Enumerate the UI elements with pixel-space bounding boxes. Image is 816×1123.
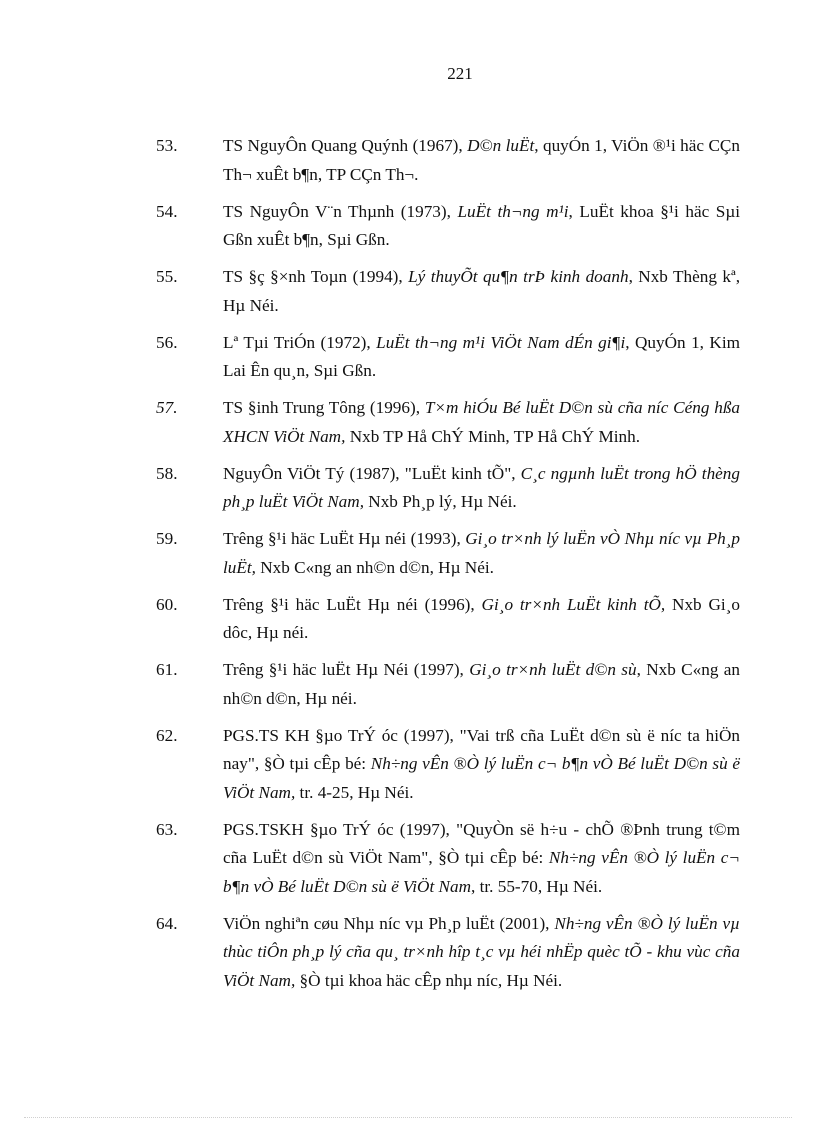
- reference-title: Gi¸o tr×nh luËt d©n sù: [469, 660, 637, 679]
- reference-text: Trêng §¹i häc luËt Hµ Néi (1997),: [223, 660, 470, 679]
- reference-number: 61.: [156, 660, 178, 679]
- reference-title: Gi¸o tr×nh lý luËn vÒ Nhµ níc vµ Ph¸p luËt,: [223, 529, 741, 577]
- reference-title: Gi¸o tr×nh LuËt kinh tÕ,: [481, 594, 666, 614]
- reference-text: Nxb Ph¸p lý, Hµ Néi.: [364, 492, 517, 511]
- reference-title: Nh÷ng vÊn ®Ò lý luËn c¬ b¶n vÒ Bé luËt D©n sù ë ViÖt Nam,: [223, 754, 740, 802]
- reference-title: LuËt th¬ng m¹i: [457, 201, 569, 221]
- reference-text: tr. 4-25, Hµ Néi.: [295, 782, 414, 802]
- reference-number: 53.: [156, 136, 178, 155]
- reference-text: TS §inh Trung Tông (1996),: [223, 398, 425, 417]
- reference-number: 58.: [156, 463, 178, 483]
- reference-text: Nxb TP Hå ChÝ Minh, TP Hå ChÝ Minh.: [345, 426, 640, 446]
- reference-text: , quyÓn 1, ViÖn ®¹i häc CÇn Th¬ xuÊt b¶n, TP CÇn Th¬.: [223, 136, 740, 184]
- reference-title: C¸c ngµnh luËt trong hÖ thèng ph¸p luËt ViÖt Nam,: [223, 463, 740, 511]
- reference-title: Lý thuyÕt qu¶n trÞ kinh doanh: [408, 267, 629, 286]
- reference-number: 62.: [156, 725, 178, 745]
- reference-text: NguyÔn ViÖt Tý (1987), "LuËt kinh tÕ",: [223, 463, 521, 483]
- reference-text: , tr. 55-70, Hµ Néi.: [471, 876, 603, 896]
- reference-item: [156, 910, 740, 996]
- page-number: 221: [447, 64, 473, 83]
- reference-text: PGS.TS KH §µo TrÝ óc (1997), "Vai trß cña LuËt d©n sù ë níc ta hiÖn nay", §Ò tµi cÊp bé:: [223, 725, 740, 773]
- reference-item: [156, 394, 740, 451]
- reference-text: , QuyÓn 1, Kim Lai Ên qu¸n, Sµi Gßn.: [223, 332, 740, 380]
- reference-title: Nh÷ng vÊn ®Ò lý luËn c¬ b¶n vÒ Bé luËt D©n sù ë ViÖt Nam: [223, 848, 740, 896]
- reference-text: §Ò tµi khoa häc cÊp nhµ níc, Hµ Néi.: [295, 970, 563, 990]
- reference-title: LuËt th¬ng m¹i ViÖt Nam dÉn gi¶i: [376, 332, 626, 352]
- reference-number: 55.: [156, 267, 178, 286]
- reference-text: TS NguyÔn V¨n Thµnh (1973),: [223, 201, 458, 221]
- reference-item: [156, 525, 740, 582]
- reference-item: [156, 591, 740, 648]
- reference-item: [156, 132, 740, 189]
- reference-item: [156, 198, 740, 255]
- reference-text: Trêng §¹i häc LuËt Hµ néi (1996),: [223, 594, 482, 614]
- reference-text: Nxb Gi¸o dôc, Hµ néi.: [223, 594, 741, 642]
- reference-item: [156, 329, 740, 386]
- reference-text: Nxb C«ng an nh©n d©n, Hµ Néi.: [255, 557, 494, 577]
- reference-text: PGS.TSKH §µo TrÝ óc (1997), "QuyÒn së h÷u - chÕ ®Þnh trung t©m cña LuËt d©n sù ViÖt Nam", §Ò tµi cÊp bé:: [223, 819, 740, 867]
- reference-text: , Nxb Thèng kª, Hµ Néi.: [223, 267, 740, 315]
- reference-item: [156, 263, 740, 320]
- reference-text: , Nxb C«ng an nh©n d©n, Hµ néi.: [223, 660, 740, 708]
- reference-item: [156, 722, 740, 808]
- reference-number: 59.: [156, 529, 178, 548]
- reference-number: 63.: [156, 819, 178, 839]
- reference-number: 56.: [156, 332, 178, 352]
- reference-text: TS NguyÔn Quang Quýnh (1967),: [223, 136, 468, 155]
- reference-title: D©n luËt: [467, 136, 535, 155]
- reference-text: , LuËt khoa §¹i häc Sµi Gßn xuÊt b¶n, Sµi Gßn.: [223, 201, 740, 249]
- reference-number: 64.: [156, 913, 178, 933]
- reference-item: [156, 656, 740, 713]
- reference-text: ViÖn nghiªn cøu Nhµ níc vµ Ph¸p luËt (2001),: [223, 913, 555, 933]
- reference-number: 57.: [156, 398, 178, 417]
- reference-text: Lª Tµi TriÓn (1972),: [223, 332, 377, 352]
- reference-text: Trêng §¹i häc LuËt Hµ néi (1993),: [223, 529, 466, 548]
- reference-list: [156, 132, 740, 1004]
- reference-item: [156, 816, 740, 902]
- reference-text: TS §ç §×nh Toµn (1994),: [223, 267, 409, 286]
- reference-number: 60.: [156, 594, 178, 614]
- reference-number: 54.: [156, 201, 178, 221]
- bottom-divider: [24, 1117, 792, 1118]
- reference-title: Nh÷ng vÊn ®Ò lý luËn vµ thùc tiÔn ph¸p lý cña qu¸ tr×nh hîp t¸c vµ héi nhËp quèc tÕ - khu vùc cña ViÖt Nam,: [223, 913, 740, 990]
- reference-item: [156, 460, 740, 517]
- reference-title: T×m hiÓu Bé luËt D©n sù cña níc Céng hßa XHCN ViÖt Nam,: [223, 398, 741, 446]
